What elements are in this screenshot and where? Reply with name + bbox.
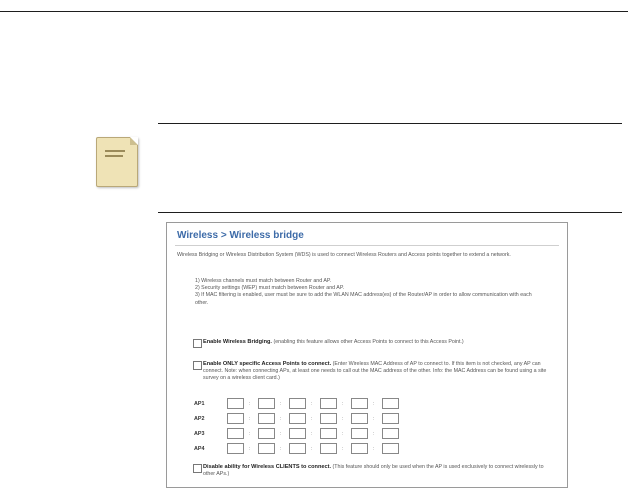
disable-clients-checkbox[interactable] <box>193 464 202 473</box>
mac-separator: : <box>280 446 282 452</box>
mac-octet-input[interactable] <box>382 398 399 409</box>
mac-octet-input[interactable] <box>351 398 368 409</box>
mac-octet-input[interactable] <box>351 443 368 454</box>
mac-separator: : <box>280 431 282 437</box>
disable-clients-label: Disable ability for Wireless CLIENTS to connect. <box>203 464 332 470</box>
mac-octet-input[interactable] <box>258 398 275 409</box>
mac-octet-input[interactable] <box>320 398 337 409</box>
mac-octet-input[interactable] <box>351 428 368 439</box>
mac-octet-input[interactable] <box>227 428 244 439</box>
mac-row-label: AP3 <box>194 431 205 437</box>
mac-octet-input[interactable] <box>382 428 399 439</box>
disable-clients-option <box>203 464 555 478</box>
mac-separator: : <box>373 401 375 407</box>
requirement-item: 1) Wireless channels must match between Router and AP. <box>195 278 332 284</box>
mac-octet-input[interactable] <box>320 443 337 454</box>
mac-octet-input[interactable] <box>289 443 306 454</box>
mac-separator: : <box>342 431 344 437</box>
mac-octet-input[interactable] <box>382 443 399 454</box>
requirements-list <box>195 278 535 307</box>
top-divider <box>0 11 628 12</box>
mac-octet-input[interactable] <box>258 443 275 454</box>
mac-separator: : <box>280 401 282 407</box>
mac-octet-input[interactable] <box>258 428 275 439</box>
page-title: Wireless > Wireless bridge <box>177 230 304 241</box>
enable-bridging-label: Enable Wireless Bridging. <box>203 339 272 345</box>
mac-octet-input[interactable] <box>227 398 244 409</box>
enable-specific-ap-checkbox[interactable] <box>193 361 202 370</box>
mac-row-label: AP1 <box>194 401 205 407</box>
mac-octet-input[interactable] <box>227 413 244 424</box>
wireless-bridge-panel <box>166 222 568 488</box>
mac-octet-input[interactable] <box>382 413 399 424</box>
enable-specific-ap-description: (Enter Wireless MAC Address of AP to connect to. If this item is not checked, any AP can connect. Note: when connecting APs, at least one needs to call out the MAC address of the other. Info: the MAC Address can be found using a site survey on a wireless client card.) <box>203 361 547 382</box>
mac-row-ap1 <box>194 398 414 410</box>
mac-separator: : <box>249 401 251 407</box>
mac-separator: : <box>373 431 375 437</box>
mac-octet-input[interactable] <box>289 428 306 439</box>
mac-separator: : <box>373 446 375 452</box>
enable-bridging-description: (enabling this feature allows other Access Points to connect to this Access Point.) <box>273 339 464 345</box>
mac-row-label: AP4 <box>194 446 205 452</box>
note-top-divider <box>158 123 622 124</box>
mac-octet-input[interactable] <box>227 443 244 454</box>
mac-separator: : <box>311 446 313 452</box>
mac-separator: : <box>249 431 251 437</box>
mac-octet-input[interactable] <box>289 413 306 424</box>
mac-separator: : <box>249 446 251 452</box>
enable-specific-ap-option <box>203 361 555 383</box>
mac-row-ap3 <box>194 428 414 440</box>
note-icon <box>96 137 138 187</box>
mac-row-ap2 <box>194 413 414 425</box>
disable-clients-description: (This feature should only be used when the AP is used exclusively to connect wirelessly to other APs.) <box>203 464 544 478</box>
title-divider <box>175 245 559 246</box>
mac-octet-input[interactable] <box>320 413 337 424</box>
mac-row-label: AP2 <box>194 416 205 422</box>
requirement-item: 2) Security settings (WEP) must match between Router and AP. <box>195 285 345 292</box>
mac-row-ap4 <box>194 443 414 455</box>
mac-octet-input[interactable] <box>258 413 275 424</box>
mac-separator: : <box>373 416 375 422</box>
mac-separator: : <box>311 401 313 407</box>
mac-separator: : <box>280 416 282 422</box>
mac-separator: : <box>311 416 313 422</box>
mac-octet-input[interactable] <box>351 413 368 424</box>
requirement-item: 3) If MAC filtering is enabled, user must be sure to add the WLAN MAC address(es) of the Router/AP in order to allow communication with each other. <box>195 292 532 306</box>
enable-specific-ap-label: Enable ONLY specific Access Points to connect. <box>203 361 332 367</box>
enable-bridging-option <box>203 339 555 346</box>
mac-separator: : <box>249 416 251 422</box>
mac-separator: : <box>311 431 313 437</box>
intro-text: Wireless Bridging or Wireless Distribution System (WDS) is used to connect Wireless Routers and Access points together to extend a network. <box>177 252 511 258</box>
mac-octet-input[interactable] <box>320 428 337 439</box>
mac-separator: : <box>342 416 344 422</box>
mac-separator: : <box>342 401 344 407</box>
mac-octet-input[interactable] <box>289 398 306 409</box>
note-bottom-divider <box>158 212 622 213</box>
enable-bridging-checkbox[interactable] <box>193 339 202 348</box>
mac-separator: : <box>342 446 344 452</box>
